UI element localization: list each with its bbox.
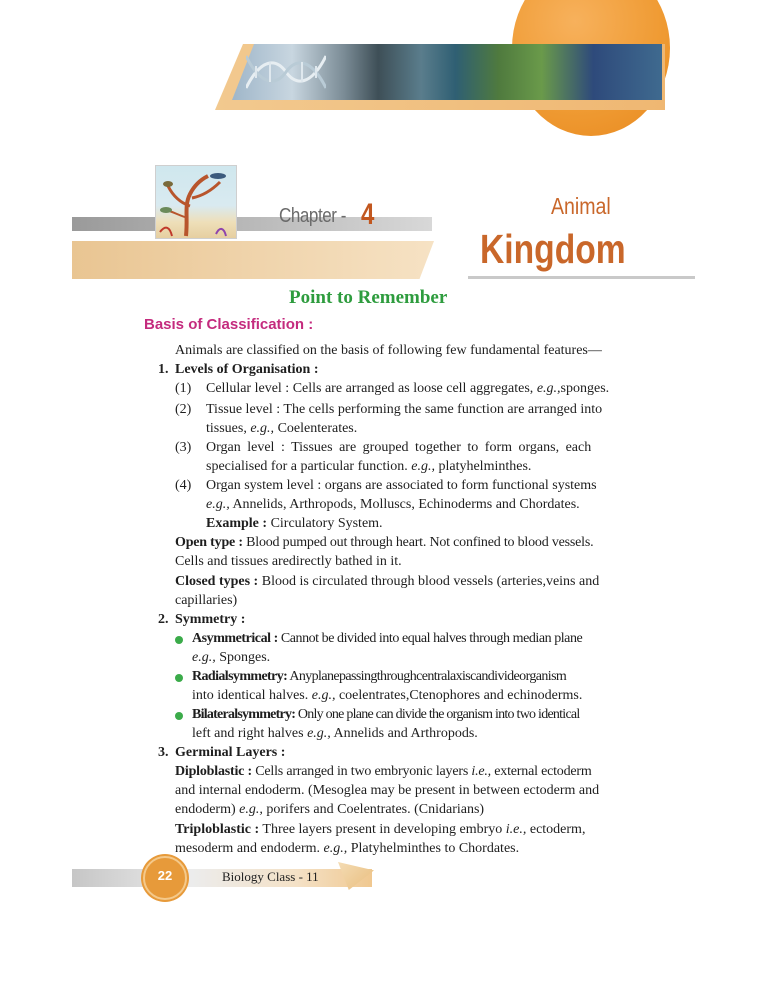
list-marker: (4) bbox=[175, 478, 192, 493]
bullet-item-continued: into identical halves. e.g., coelentrates,Ctenophores and echinoderms. bbox=[192, 688, 583, 703]
footer-book-title: Biology Class - 11 bbox=[222, 869, 319, 884]
chapter-strip-grey bbox=[72, 217, 432, 231]
section-number: 2. bbox=[158, 612, 169, 627]
triploblastic-line: Triploblastic : Three layers present in developing embryo i.e., ectoderm, bbox=[175, 822, 586, 837]
diploblastic-line-continued: endoderm) e.g., porifers and Coelentrates. (Cnidarians) bbox=[175, 802, 485, 817]
list-item: Cellular level : Cells are arranged as loose cell aggregates, e.g.,sponges. bbox=[206, 381, 610, 396]
chapter-strip-tan bbox=[72, 241, 434, 279]
title-divider bbox=[468, 276, 695, 279]
bullet-icon bbox=[175, 674, 183, 682]
intro-text: Animals are classified on the basis of following few fundamental features— bbox=[175, 343, 602, 358]
page-number: 22 bbox=[157, 868, 173, 883]
diploblastic-line: Diploblastic : Cells arranged in two embryonic layers i.e., external ectoderm bbox=[175, 764, 592, 779]
triploblastic-line-continued: mesoderm and endoderm. e.g., Platyhelminthes to Chordates. bbox=[175, 841, 520, 856]
section-title: Levels of Organisation : bbox=[175, 362, 319, 377]
list-item-continued: tissues, e.g., Coelenterates. bbox=[206, 421, 358, 436]
section-number: 3. bbox=[158, 745, 169, 760]
list-marker: (2) bbox=[175, 402, 192, 417]
list-marker: (1) bbox=[175, 381, 192, 396]
example-line: Example : Circulatory System. bbox=[206, 516, 383, 531]
chapter-title-line2: Kingdom bbox=[480, 226, 626, 272]
chapter-label: Chapter - bbox=[279, 205, 347, 227]
bullet-item: Bilateralsymmetry: Only one plane can divide the organism into two identical bbox=[192, 707, 580, 722]
diploblastic-line-continued: and internal endoderm. (Mesoglea may be present in between ectoderm and bbox=[175, 783, 600, 798]
list-item-continued: specialised for a particular function. e.g., platyhelminthes. bbox=[206, 459, 532, 474]
points-heading: Point to Remember bbox=[289, 287, 448, 308]
open-type-line-continued: Cells and tissues aredirectly bathed in it. bbox=[175, 554, 402, 569]
section-title: Germinal Layers : bbox=[175, 745, 286, 760]
list-item: Organ level : Tissues are grouped together to form organs, each bbox=[206, 440, 592, 455]
list-item: Tissue level : The cells performing the same function are arranged into bbox=[206, 402, 603, 417]
list-item-continued: e.g., Annelids, Arthropods, Molluscs, Echinoderms and Chordates. bbox=[206, 497, 580, 512]
bullet-item-continued: e.g., Sponges. bbox=[192, 650, 271, 665]
basis-heading: Basis of Classification : bbox=[144, 316, 314, 333]
section-number: 1. bbox=[158, 362, 169, 377]
list-item: Organ system level : organs are associated to form functional systems bbox=[206, 478, 597, 493]
chapter-title-line1: Animal bbox=[551, 193, 611, 219]
bullet-item: Asymmetrical : Cannot be divided into equal halves through median plane bbox=[192, 631, 583, 646]
bullet-item-continued: left and right halves e.g., Annelids and Arthropods. bbox=[192, 726, 478, 741]
bullet-icon bbox=[175, 712, 183, 720]
section-title: Symmetry : bbox=[175, 612, 246, 627]
evolution-tree-illustration bbox=[155, 165, 237, 239]
dna-helix-icon bbox=[246, 48, 326, 96]
closed-type-line-continued: capillaries) bbox=[175, 593, 238, 608]
closed-type-line: Closed types : Blood is circulated through blood vessels (arteries,veins and bbox=[175, 574, 600, 589]
bullet-icon bbox=[175, 636, 183, 644]
chapter-number: 4 bbox=[361, 198, 375, 231]
bullet-item: Radialsymmetry: Anyplanepassingthroughcentralaxiscandivideorganism bbox=[192, 669, 567, 684]
open-type-line: Open type : Blood pumped out through heart. Not confined to blood vessels. bbox=[175, 535, 594, 550]
list-marker: (3) bbox=[175, 440, 192, 455]
